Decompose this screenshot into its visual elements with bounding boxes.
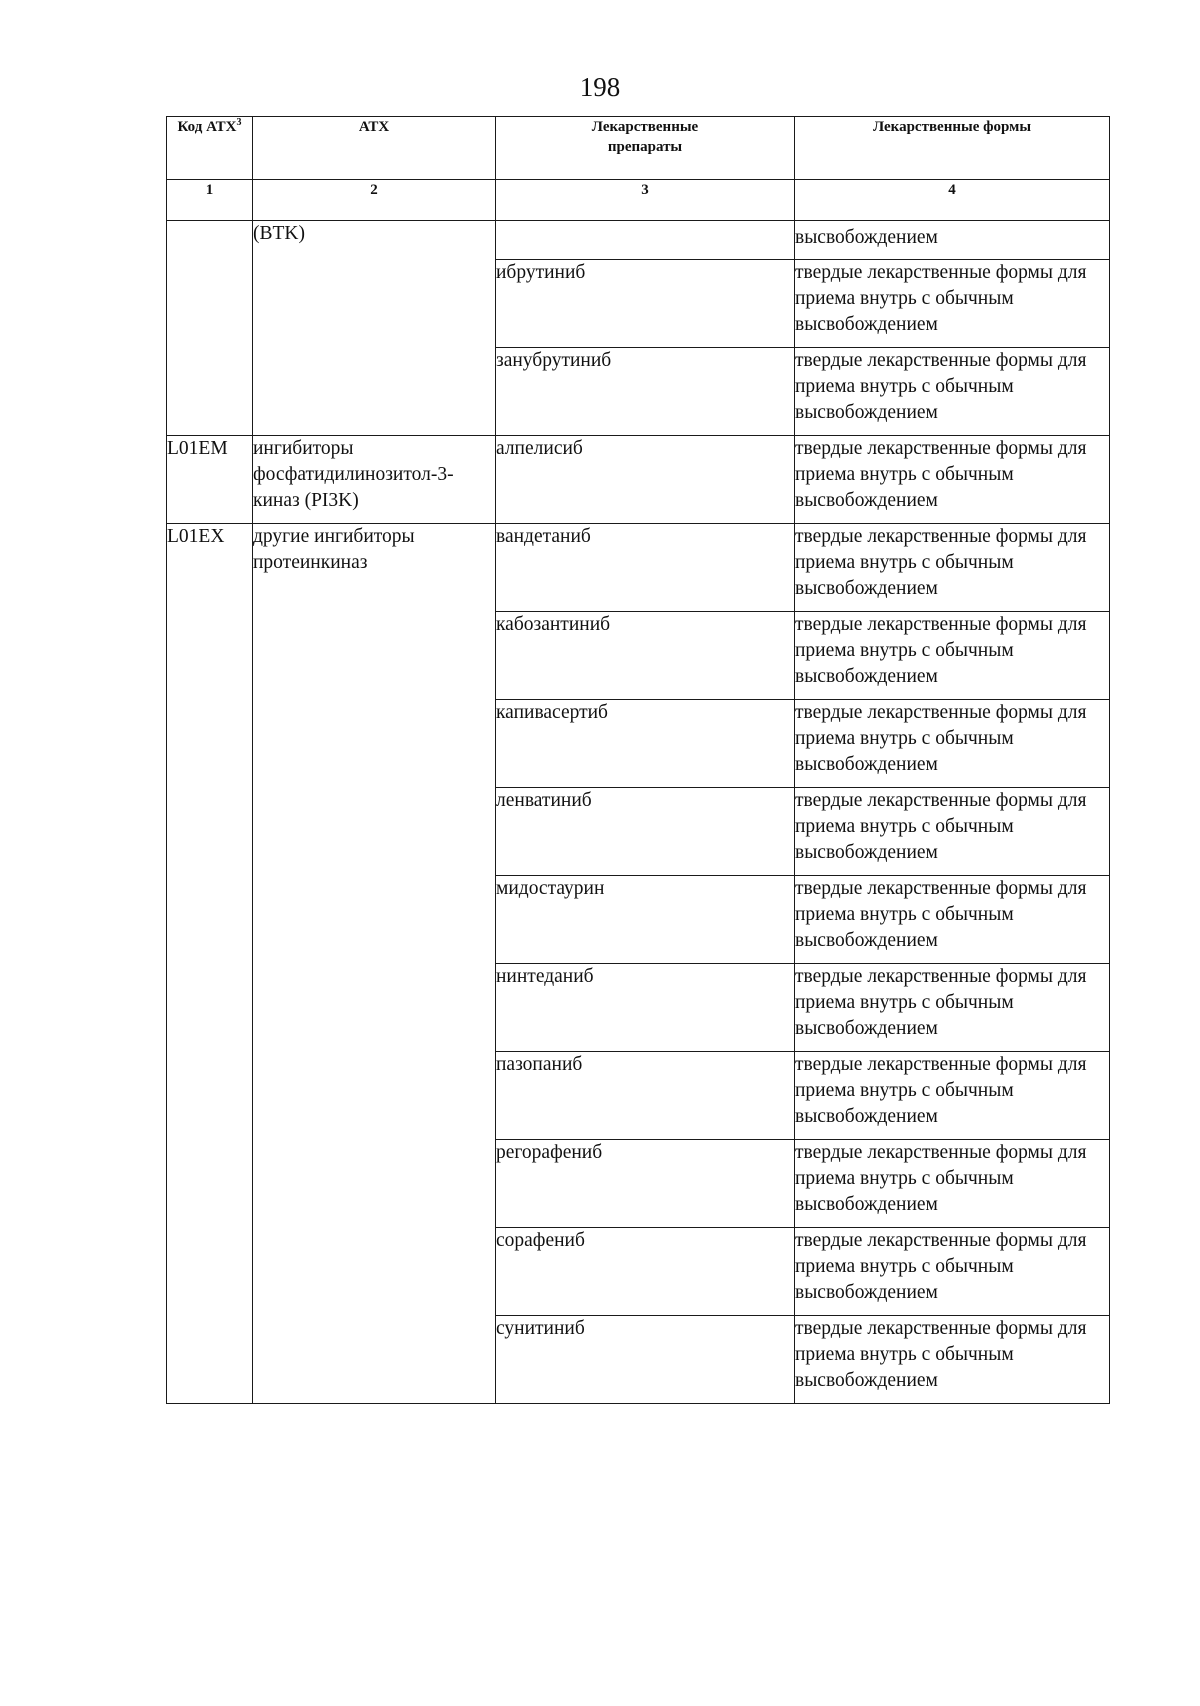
form-cell: твердые лекарственные формы для приема внутрь с обычным высвобождением <box>795 700 1110 788</box>
form-cell: твердые лекарственные формы для приема внутрь с обычным высвобождением <box>795 788 1110 876</box>
form-cell: твердые лекарственные формы для приема внутрь с обычным высвобождением <box>795 524 1110 612</box>
drug-cell: мидостаурин <box>496 876 795 964</box>
atx-name-cell: (BTK) <box>253 221 496 436</box>
header-code-footnote: 3 <box>236 117 242 128</box>
atx-code-cell: L01EX <box>167 524 253 1404</box>
drug-cell: сорафениб <box>496 1228 795 1316</box>
drug-cell: вандетаниб <box>496 524 795 612</box>
drug-cell: ибрутиниб <box>496 260 795 348</box>
form-cell: твердые лекарственные формы для приема внутрь с обычным высвобождением <box>795 1052 1110 1140</box>
header-forms: Лекарственные формы <box>795 117 1110 180</box>
atx-code-cell: L01EM <box>167 436 253 524</box>
column-number: 1 <box>167 180 253 221</box>
column-number: 2 <box>253 180 496 221</box>
form-cell: твердые лекарственные формы для приема внутрь с обычным высвобождением <box>795 1316 1110 1404</box>
form-cell: высвобождением <box>795 221 1110 260</box>
form-cell: твердые лекарственные формы для приема внутрь с обычным высвобождением <box>795 612 1110 700</box>
header-atx: АТХ <box>253 117 496 180</box>
header-drugs: Лекарственные препараты <box>496 117 795 180</box>
drug-cell: кабозантиниб <box>496 612 795 700</box>
drug-cell: пазопаниб <box>496 1052 795 1140</box>
atx-table <box>166 116 1110 1404</box>
form-cell: твердые лекарственные формы для приема внутрь с обычным высвобождением <box>795 1140 1110 1228</box>
form-cell: твердые лекарственные формы для приема внутрь с обычным высвобождением <box>795 876 1110 964</box>
atx-name-cell: другие ингибиторы протеинкиназ <box>253 524 496 1404</box>
page-number: 198 <box>579 72 621 102</box>
drug-cell: алпелисиб <box>496 436 795 524</box>
atx-name-cell: ингибиторы фосфатидилинозитол-3-киназ (PI3K) <box>253 436 496 524</box>
atx-code-cell <box>167 221 253 436</box>
drug-cell: ленватиниб <box>496 788 795 876</box>
table-row <box>167 221 1110 260</box>
form-cell: твердые лекарственные формы для приема внутрь с обычным высвобождением <box>795 1228 1110 1316</box>
drug-cell: сунитиниб <box>496 1316 795 1404</box>
header-code: Код АТХ$^3$ <box>167 117 253 180</box>
form-cell: твердые лекарственные формы для приема внутрь с обычным высвобождением <box>795 260 1110 348</box>
drug-cell: регорафениб <box>496 1140 795 1228</box>
column-number: 3 <box>496 180 795 221</box>
table-row <box>167 436 1110 524</box>
form-cell: твердые лекарственные формы для приема внутрь с обычным высвобождением <box>795 964 1110 1052</box>
column-number: 4 <box>795 180 1110 221</box>
form-cell: твердые лекарственные формы для приема внутрь с обычным высвобождением <box>795 348 1110 436</box>
drug-cell: капивасертиб <box>496 700 795 788</box>
form-cell: твердые лекарственные формы для приема внутрь с обычным высвобождением <box>795 436 1110 524</box>
drug-cell <box>496 221 795 260</box>
table-row <box>167 524 1110 612</box>
drug-cell: занубрутиниб <box>496 348 795 436</box>
drug-cell: нинтеданиб <box>496 964 795 1052</box>
